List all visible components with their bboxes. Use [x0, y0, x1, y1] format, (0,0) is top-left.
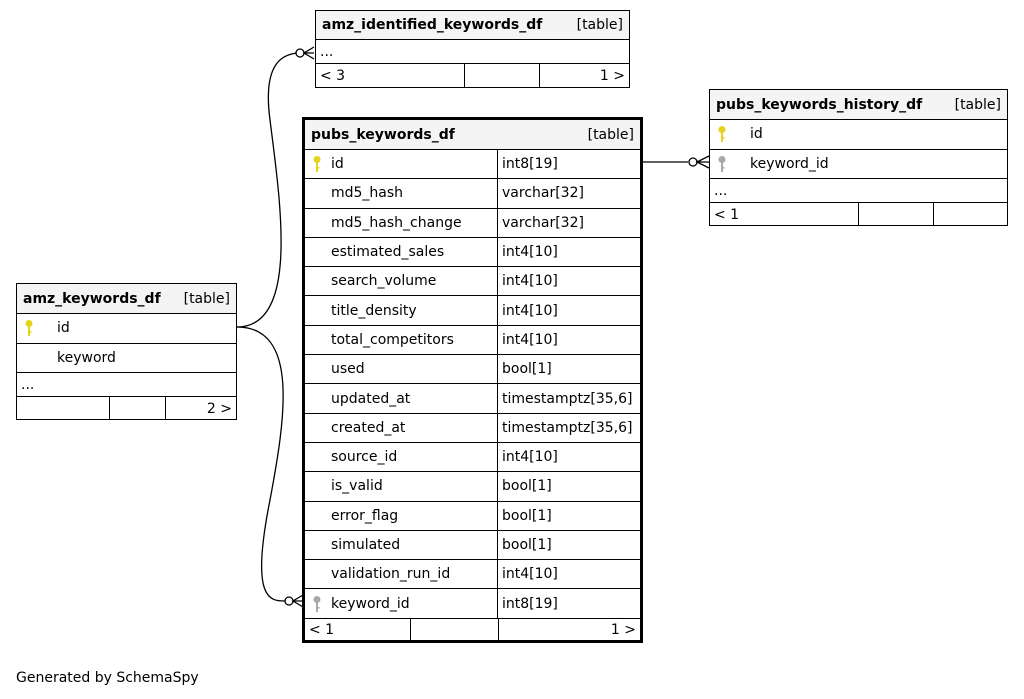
column-type: int8[19]: [497, 589, 640, 617]
column-name: title_density: [331, 302, 417, 319]
foreign-key-icon: [312, 595, 322, 613]
column-type: int8[19]: [497, 150, 640, 178]
column-list: [17, 314, 236, 373]
column-row-md5-hash-change[interactable]: [305, 209, 640, 238]
relation-pubs-to-history-crow: [697, 156, 709, 168]
column-type: bool[1]: [497, 502, 640, 530]
key-cell: [305, 502, 325, 530]
table-amz-keywords[interactable]: [16, 283, 237, 420]
column-row-keyword-id[interactable]: [305, 589, 640, 618]
key-cell: [305, 589, 325, 617]
footer-children: [933, 203, 1007, 226]
column-type: timestamptz[35,6]: [497, 384, 640, 412]
ellipsis: ...: [714, 182, 728, 199]
column-type: int4[10]: [497, 326, 640, 354]
column-row-updated-at[interactable]: [305, 384, 640, 413]
footer-middle: [109, 397, 165, 420]
column-list: [710, 120, 1007, 179]
table-header[interactable]: [316, 11, 629, 40]
table-name: amz_keywords_df: [23, 290, 161, 307]
column-name: validation_run_id: [331, 566, 451, 583]
column-row-estimated-sales[interactable]: [305, 238, 640, 267]
column-name: md5_hash: [331, 185, 404, 202]
relation-amz-to-pubs: [237, 327, 285, 601]
column-row-search-volume[interactable]: [305, 267, 640, 296]
column-type: bool[1]: [497, 355, 640, 383]
table-footer: [316, 64, 629, 87]
column-row-id[interactable]: [710, 120, 1007, 150]
footer-middle: [410, 619, 498, 642]
table-tag: [table]: [954, 96, 1001, 113]
table-amz-identified-keywords[interactable]: [315, 10, 630, 88]
column-type: int4[10]: [497, 267, 640, 295]
column-type: bool[1]: [497, 531, 640, 559]
column-row-used[interactable]: [305, 355, 640, 384]
column-name: updated_at: [331, 390, 411, 407]
column-name: id: [750, 126, 763, 143]
table-footer: [17, 397, 236, 420]
key-cell: [305, 414, 325, 442]
column-row-id[interactable]: [305, 150, 640, 179]
column-row-validation-run-id[interactable]: [305, 560, 640, 589]
column-type: varchar[32]: [497, 179, 640, 207]
column-row-error-flag[interactable]: [305, 502, 640, 531]
primary-key-icon: [717, 125, 727, 143]
column-name: md5_hash_change: [331, 214, 462, 231]
column-name: keyword: [57, 349, 116, 366]
ellipsis: ...: [320, 43, 334, 60]
key-cell: [305, 443, 325, 471]
primary-key-icon: [312, 155, 322, 173]
footer-parents: [17, 397, 109, 420]
key-cell: [305, 150, 325, 178]
column-name: keyword_id: [750, 155, 829, 172]
column-name: estimated_sales: [331, 244, 445, 261]
ellipsis-row: [17, 373, 236, 397]
column-row-id[interactable]: [17, 314, 236, 344]
column-type: timestamptz[35,6]: [497, 414, 640, 442]
relation-amz-to-identified: [237, 53, 298, 327]
column-type: int4[10]: [497, 238, 640, 266]
column-row-md5-hash[interactable]: [305, 179, 640, 208]
table-name: amz_identified_keywords_df: [322, 17, 543, 33]
column-name: simulated: [331, 537, 401, 553]
column-type: int4[10]: [497, 443, 640, 471]
key-cell: [305, 238, 325, 266]
column-row-source-id[interactable]: [305, 443, 640, 472]
ellipsis-row: [710, 179, 1007, 203]
footer-children: 1 >: [539, 64, 629, 87]
table-header[interactable]: [17, 284, 236, 314]
table-name: pubs_keywords_df: [311, 126, 455, 143]
column-type: int4[10]: [497, 560, 640, 588]
column-row-is-valid[interactable]: [305, 472, 640, 501]
column-name: source_id: [331, 449, 398, 466]
key-cell: [710, 150, 730, 179]
column-name: used: [331, 361, 365, 378]
column-type: varchar[32]: [497, 209, 640, 237]
key-cell: [305, 326, 325, 354]
foreign-key-icon: [717, 155, 727, 173]
key-cell: [710, 120, 730, 149]
column-name: id: [331, 156, 344, 173]
key-cell: [17, 314, 37, 343]
table-pubs-keywords-history[interactable]: [709, 89, 1008, 226]
table-footer: [305, 619, 640, 642]
key-cell: [305, 179, 325, 207]
table-footer: [710, 203, 1007, 226]
column-name: created_at: [331, 419, 406, 436]
key-cell: [305, 296, 325, 324]
ellipsis: ...: [21, 376, 35, 393]
table-pubs-keywords[interactable]: [302, 117, 643, 643]
column-name: id: [57, 320, 70, 337]
table-tag: [table]: [576, 17, 623, 33]
column-name: keyword_id: [331, 595, 410, 612]
footer-parents: < 3: [320, 67, 346, 84]
table-header[interactable]: [305, 120, 640, 150]
key-cell: [305, 560, 325, 588]
column-row-total-competitors[interactable]: [305, 326, 640, 355]
footer-parents: < 1: [309, 622, 335, 639]
table-name: pubs_keywords_history_df: [716, 96, 923, 113]
column-list: [305, 150, 640, 619]
ellipsis-row: [316, 40, 629, 64]
footer-parents: < 1: [714, 206, 740, 223]
key-cell: [305, 531, 325, 559]
column-row-title-density[interactable]: [305, 296, 640, 325]
relation-amz-to-identified-crow: [304, 47, 314, 59]
column-name: total_competitors: [331, 331, 454, 348]
column-name: is_valid: [331, 478, 383, 495]
column-name: search_volume: [331, 273, 437, 290]
footer-middle: [464, 64, 539, 87]
footer-children: 1 >: [498, 619, 640, 642]
column-row-simulated[interactable]: [305, 531, 640, 560]
column-name: error_flag: [331, 507, 399, 524]
column-row-keyword-id[interactable]: [710, 150, 1007, 180]
footer-children: 2 >: [165, 397, 236, 420]
column-row-keyword[interactable]: [17, 344, 236, 374]
primary-key-icon: [24, 319, 34, 337]
key-cell: [305, 384, 325, 412]
key-cell: [305, 267, 325, 295]
column-type: bool[1]: [497, 472, 640, 500]
key-cell: [305, 355, 325, 383]
table-header[interactable]: [710, 90, 1007, 120]
key-cell: [305, 472, 325, 500]
generated-by-label: Generated by SchemaSpy: [16, 670, 199, 686]
key-cell: [17, 344, 37, 373]
footer-middle: [858, 203, 933, 226]
column-row-created-at[interactable]: [305, 414, 640, 443]
table-tag: [table]: [183, 290, 230, 307]
column-type: int4[10]: [497, 296, 640, 324]
key-cell: [305, 209, 325, 237]
table-tag: [table]: [587, 126, 634, 143]
